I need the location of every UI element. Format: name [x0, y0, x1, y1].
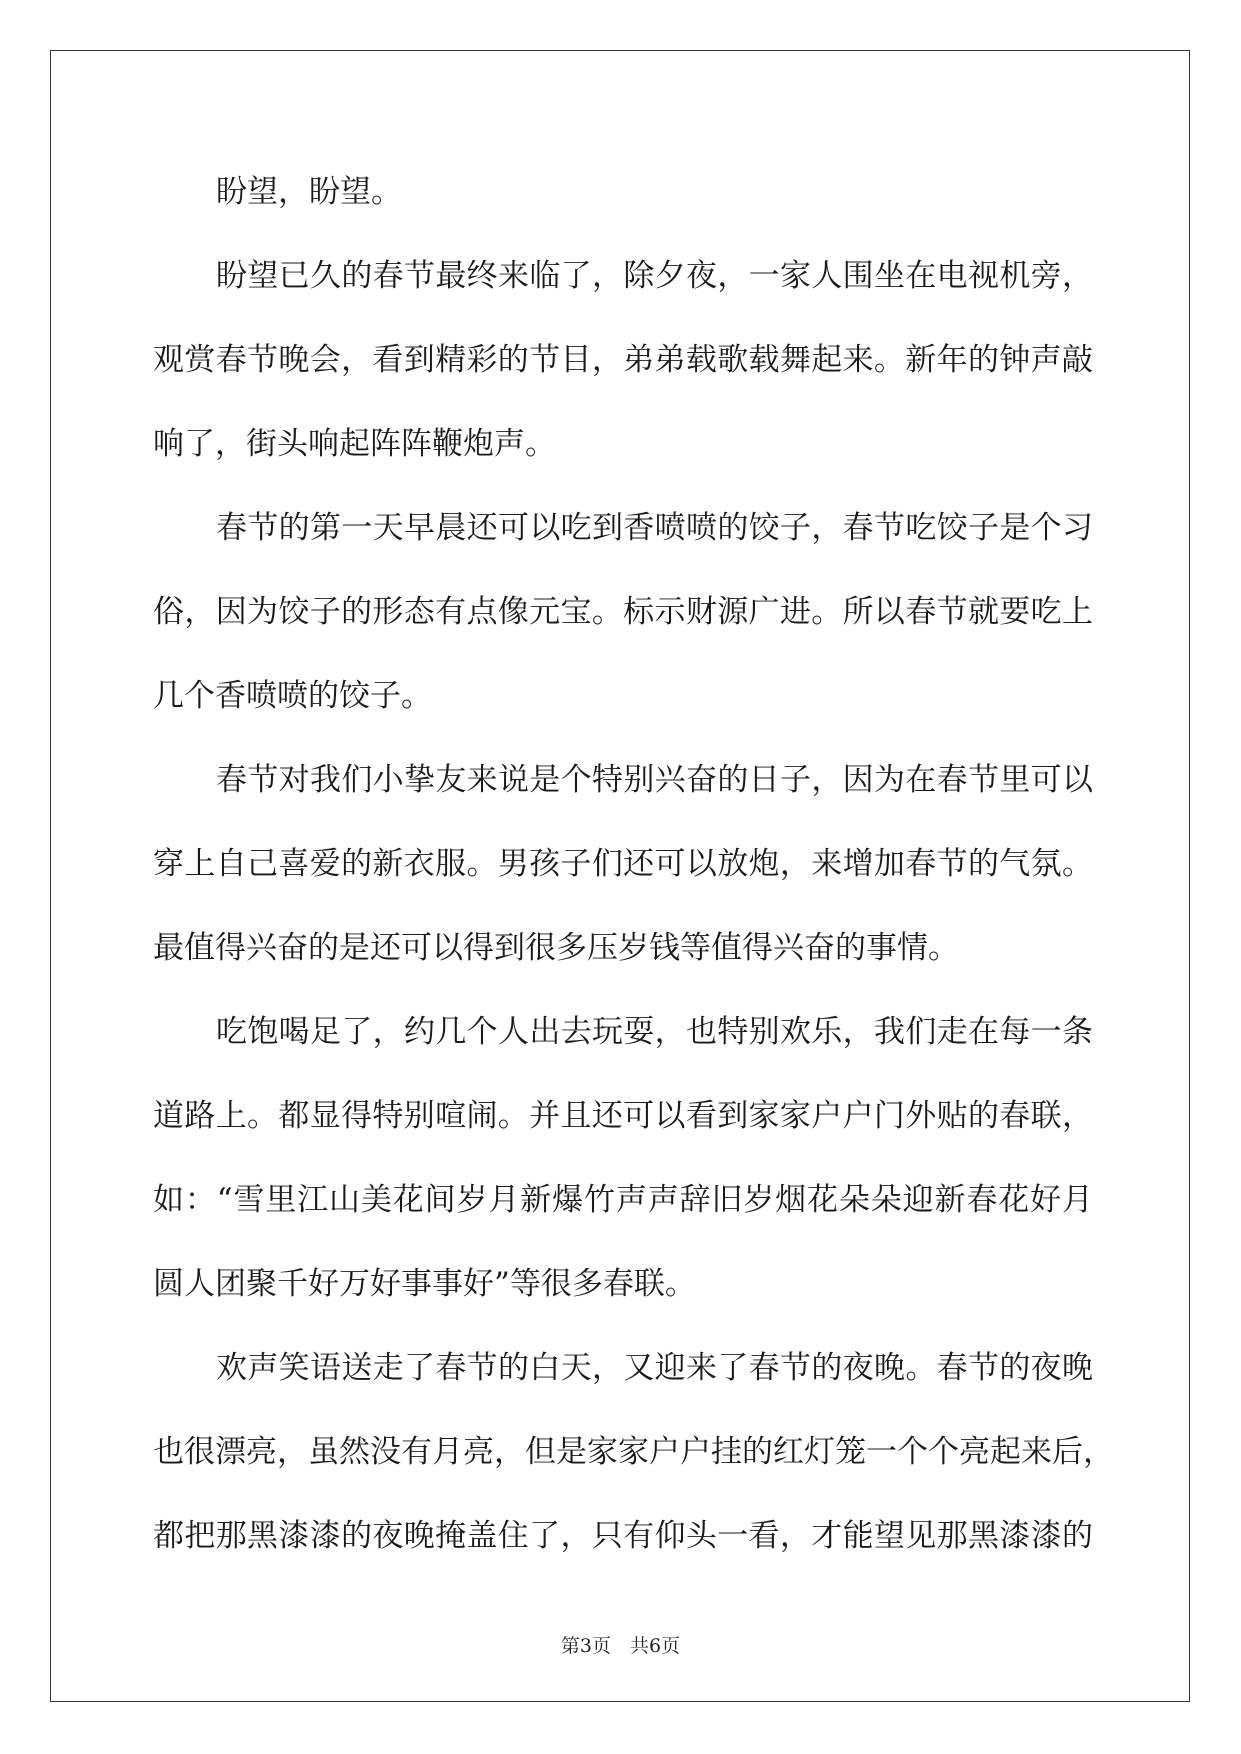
text-line: 几个香喷喷的饺子。	[153, 678, 432, 714]
text-line: 吃饱喝足了，约几个人出去玩耍，也特别欢乐，我们走在每一条	[216, 1014, 1093, 1050]
text-line: 春节对我们小挚友来说是个特别兴奋的日子，因为在春节里可以	[216, 762, 1093, 798]
page-footer: 第3页 共6页	[560, 1635, 681, 1657]
text-line: 穿上自己喜爱的新衣服。男孩子们还可以放炮，来增加春节的气氛。	[153, 846, 1093, 882]
text-line: 观赏春节晚会，看到精彩的节目，弟弟载歌载舞起来。新年的钟声敲	[153, 342, 1093, 378]
text-line: 盼望已久的春节最终来临了，除夕夜，一家人围坐在电视机旁，	[216, 258, 1093, 294]
document-body	[153, 162, 1114, 1590]
text-line: 如：“雪里江山美花间岁月新爆竹声声辞旧岁烟花朵朵迎新春花好月	[153, 1182, 1093, 1218]
text-line: 道路上。都显得特别喧闹。并且还可以看到家家户户门外贴的春联，	[153, 1098, 1093, 1134]
text-line: 圆人团聚千好万好事事好”等很多春联。	[153, 1266, 696, 1302]
text-line: 最值得兴奋的是还可以得到很多压岁钱等值得兴奋的事情。	[153, 930, 959, 966]
text-line: 春节的第一天早晨还可以吃到香喷喷的饺子，春节吃饺子是个习	[216, 510, 1093, 546]
text-line: 盼望，盼望。	[216, 174, 402, 210]
text-line: 俗，因为饺子的形态有点像元宝。标示财源广进。所以春节就要吃上	[153, 594, 1093, 630]
text-line: 也很漂亮，虽然没有月亮，但是家家户户挂的红灯笼一个个亮起来后，	[153, 1434, 1114, 1470]
text-line: 都把那黑漆漆的夜晚掩盖住了，只有仰头一看，才能望见那黑漆漆的	[153, 1518, 1093, 1554]
text-line: 响了，街头响起阵阵鞭炮声。	[153, 426, 556, 462]
text-line: 欢声笑语送走了春节的白天，又迎来了春节的夜晚。春节的夜晚	[216, 1350, 1093, 1386]
